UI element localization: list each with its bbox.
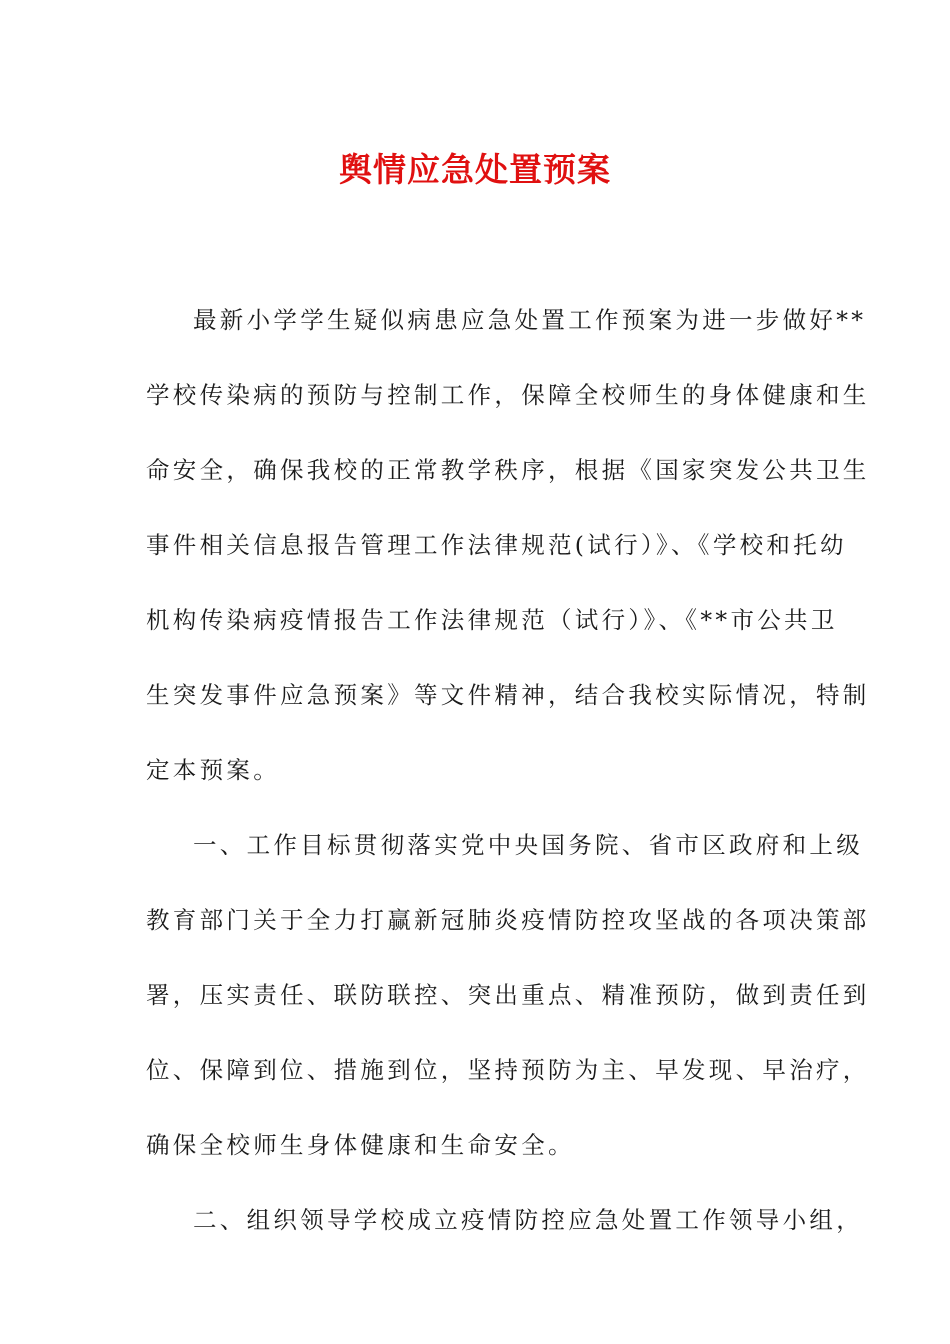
document-title: 舆情应急处置预案 [339,150,611,189]
text-line: 生突发事件应急预案》等文件精神，结合我校实际情况，特制 [146,681,870,709]
text-line: 位、保障到位、措施到位，坚持预防为主、早发现、早治疗， [146,1056,870,1084]
text-line: 一、工作目标贯彻落实党中央国务院、省市区政府和上级 [193,831,863,859]
text-line: 事件相关信息报告管理工作法律规范(试行）》、《学校和托幼 [146,531,847,559]
document-body [146,283,870,1258]
paragraph-work-goals [146,808,870,1183]
text-line: 教育部门关于全力打赢新冠肺炎疫情防控攻坚战的各项决策部 [146,906,870,934]
text-line: 署，压实责任、联防联控、突出重点、精准预防，做到责任到 [146,981,870,1009]
text-line: 确保全校师生身体健康和生命安全。 [146,1131,575,1159]
text-line: 学校传染病的预防与控制工作，保障全校师生的身体健康和生 [146,381,870,409]
text-line: 机构传染病疫情报告工作法律规范（试行）》、《**市公共卫 [146,606,838,634]
paragraph-intro [146,283,870,808]
text-line: 二、组织领导学校成立疫情防控应急处置工作领导小组， [193,1206,863,1234]
text-line: 最新小学学生疑似病患应急处置工作预案为进一步做好** [193,306,867,334]
text-line: 定本预案。 [146,756,280,784]
paragraph-organization [146,1183,863,1258]
text-line: 命安全，确保我校的正常教学秩序，根据《国家突发公共卫生 [146,456,870,484]
